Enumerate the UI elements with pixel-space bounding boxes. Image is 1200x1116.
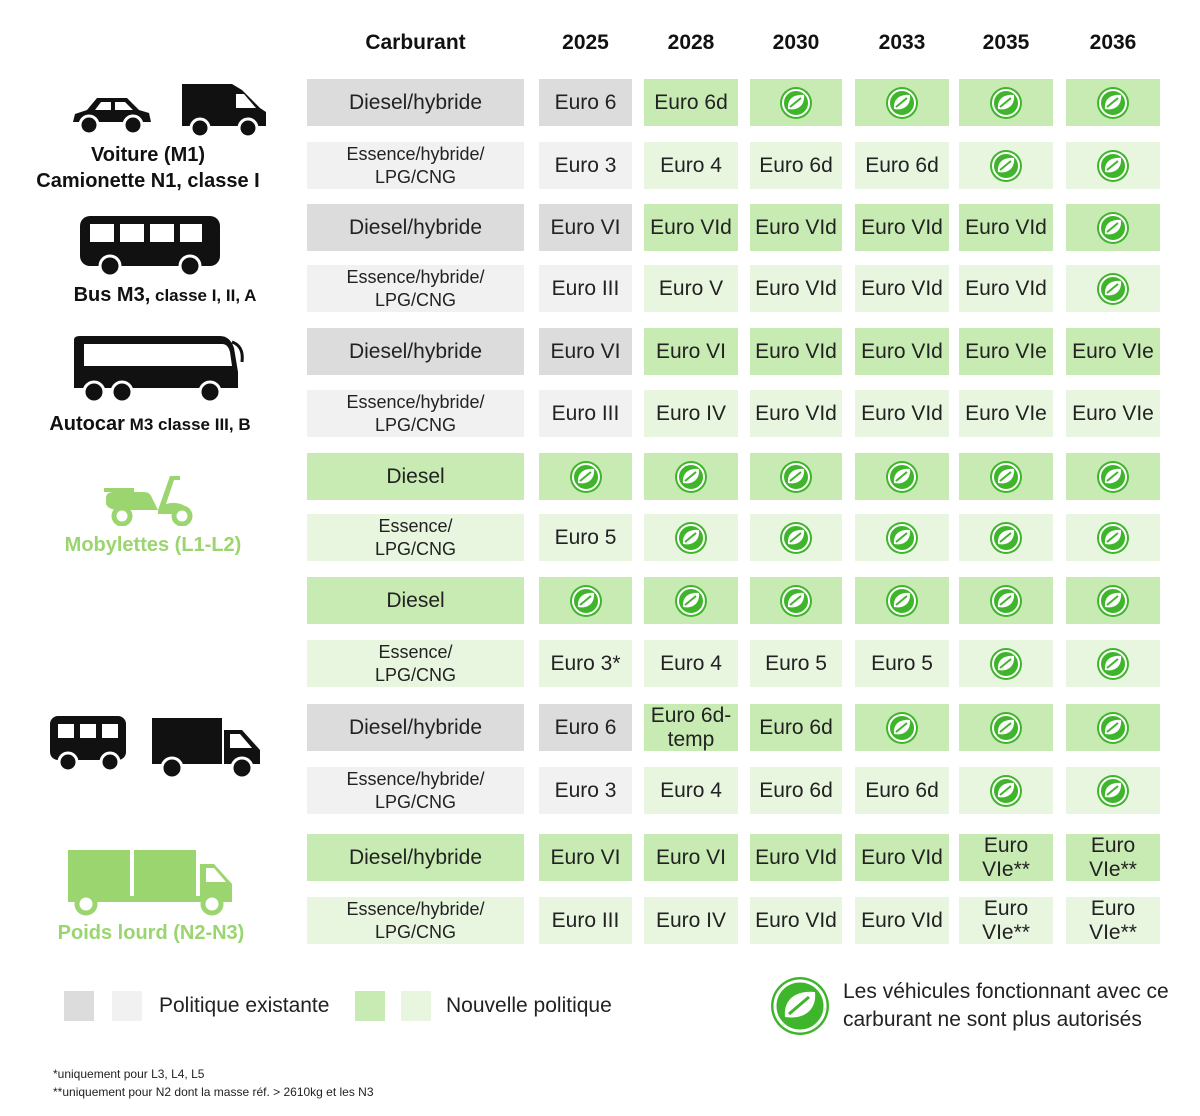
fuel-cell: Diesel/hybride — [307, 704, 524, 751]
ban-leaf-icon — [750, 79, 842, 126]
euro-standard-cell: Euro VIe** — [1066, 834, 1160, 881]
bus-icon — [78, 214, 224, 283]
legend-new-light-swatch — [401, 991, 431, 1021]
ban-leaf-icon — [1066, 453, 1160, 500]
fuel-cell: Diesel/hybride — [307, 204, 524, 251]
ban-leaf-icon — [1066, 767, 1160, 814]
header-year: 2030 — [772, 31, 820, 54]
ban-leaf-icon — [1066, 142, 1160, 189]
ban-leaf-icon — [644, 453, 738, 500]
euro-standard-cell: Euro 4 — [644, 142, 738, 189]
bus-label — [0, 282, 330, 309]
fuel-cell: Diesel — [307, 577, 524, 624]
ban-leaf-icon — [750, 514, 842, 561]
ban-leaf-icon — [1066, 577, 1160, 624]
coach-icon — [70, 332, 246, 411]
ban-leaf-icon — [855, 704, 949, 751]
fuel-cell: Essence/hybride/ LPG/CNG — [307, 142, 524, 189]
ban-leaf-icon — [959, 640, 1053, 687]
ban-leaf-icon — [1066, 79, 1160, 126]
euro-standard-cell: Euro VId — [959, 265, 1053, 312]
euro-standard-cell: Euro VI — [644, 328, 738, 375]
euro-standard-cell: Euro VId — [750, 897, 842, 944]
euro-standard-cell: Euro 5 — [750, 640, 842, 687]
leaf-ban-legend-icon — [770, 976, 830, 1041]
bus-label-main: Bus M3, — [73, 284, 151, 306]
euro-standard-cell: Euro VId — [855, 265, 949, 312]
moped-label: Mobylettes (L1-L2) — [64, 534, 242, 556]
fuel-cell: Essence/hybride/ LPG/CNG — [307, 897, 524, 944]
euro-standard-cell: Euro VIe** — [959, 834, 1053, 881]
ban-leaf-icon — [855, 514, 949, 561]
euro-standard-cell: Euro VId — [855, 328, 949, 375]
footnote-2: **uniquement pour N2 dont la masse réf. > 2610kg et les N3 — [53, 1085, 374, 1099]
euro-standard-cell: Euro 6d — [750, 704, 842, 751]
euro-standard-cell: Euro 6d — [644, 79, 738, 126]
fuel-cell: Essence/ LPG/CNG — [307, 514, 524, 561]
car-icon — [65, 92, 155, 143]
euro-standard-cell: Euro III — [539, 265, 632, 312]
car-label — [0, 142, 296, 194]
car-label-line1: Voiture (M1) — [90, 144, 206, 166]
euro-standard-cell: Euro VId — [750, 265, 842, 312]
coach-label — [0, 411, 300, 438]
heavy-truck-icon — [66, 848, 234, 923]
euro-standard-cell: Euro III — [539, 390, 632, 437]
bus-label-sub: classe I, II, A — [150, 286, 257, 305]
euro-standard-cell: Euro 6d — [855, 142, 949, 189]
euro-standard-cell: Euro VIe** — [959, 897, 1053, 944]
euro-standard-cell: Euro 5 — [539, 514, 632, 561]
ban-leaf-icon — [959, 79, 1053, 126]
fuel-cell: Diesel — [307, 453, 524, 500]
ban-leaf-icon — [1066, 265, 1160, 312]
euro-standard-cell: Euro VIe — [1066, 328, 1160, 375]
euro-standard-cell: Euro VI — [539, 328, 632, 375]
ban-leaf-icon — [1066, 704, 1160, 751]
delivery-truck-icon — [150, 716, 262, 787]
euro-standard-cell: Euro 6d — [750, 142, 842, 189]
ban-leaf-icon — [750, 453, 842, 500]
ban-leaf-icon — [1066, 514, 1160, 561]
ban-leaf-icon — [855, 577, 949, 624]
ban-leaf-icon — [959, 514, 1053, 561]
header-year: 2028 — [667, 31, 715, 54]
header-year: 2033 — [878, 31, 926, 54]
euro-standard-cell: Euro 3* — [539, 640, 632, 687]
euro-standard-cell: Euro VI — [539, 834, 632, 881]
car-label-line2: Camionette N1, classe I — [36, 170, 260, 192]
fuel-cell: Diesel/hybride — [307, 328, 524, 375]
euro-standard-cell: Euro 6d- temp — [644, 704, 738, 751]
euro-standard-cell: Euro 4 — [644, 640, 738, 687]
ban-leaf-icon — [1066, 640, 1160, 687]
ban-leaf-icon — [644, 577, 738, 624]
euro-standard-cell: Euro VId — [750, 204, 842, 251]
fuel-cell: Essence/hybride/ LPG/CNG — [307, 390, 524, 437]
fuel-cell: Diesel/hybride — [307, 834, 524, 881]
fuel-cell: Essence/ LPG/CNG — [307, 640, 524, 687]
euro-standard-cell: Euro 3 — [539, 767, 632, 814]
euro-standard-cell: Euro IV — [644, 897, 738, 944]
fuel-cell: Essence/hybride/ LPG/CNG — [307, 265, 524, 312]
ban-leaf-icon — [959, 142, 1053, 189]
euro-standard-cell: Euro VI — [644, 834, 738, 881]
euro-standard-cell: Euro VId — [855, 204, 949, 251]
euro-standard-cell: Euro IV — [644, 390, 738, 437]
heavy-label: Poids lourd (N2-N3) — [57, 922, 245, 944]
legend-new-dark-swatch — [355, 991, 385, 1021]
euro-standard-cell: Euro VId — [855, 897, 949, 944]
ban-leaf-icon — [959, 767, 1053, 814]
header-fuel: Carburant — [365, 31, 466, 54]
fuel-cell: Diesel/hybride — [307, 79, 524, 126]
euro-standard-cell: Euro V — [644, 265, 738, 312]
euro-standard-cell: Euro VId — [959, 204, 1053, 251]
euro-standard-cell: Euro VI — [539, 204, 632, 251]
euro-standard-cell: Euro VIe** — [1066, 897, 1160, 944]
ban-leaf-icon — [539, 577, 632, 624]
ban-leaf-icon — [750, 577, 842, 624]
euro-standard-cell: Euro VIe — [959, 328, 1053, 375]
legend-new-label: Nouvelle politique — [446, 994, 612, 1017]
euro-standard-cell: Euro VIe — [959, 390, 1053, 437]
van-icon — [180, 80, 268, 143]
euro-standard-cell: Euro VId — [750, 390, 842, 437]
header-year: 2036 — [1089, 31, 1137, 54]
fuel-cell: Essence/hybride/ LPG/CNG — [307, 767, 524, 814]
euro-standard-cell: Euro VId — [750, 834, 842, 881]
ban-leaf-icon — [539, 453, 632, 500]
legend-ban-line2: carburant ne sont plus autorisés — [843, 1008, 1142, 1031]
euro-standard-cell: Euro VId — [855, 390, 949, 437]
euro-standard-cell: Euro VId — [855, 834, 949, 881]
header-year: 2025 — [562, 31, 609, 54]
euro-standard-cell: Euro VIe — [1066, 390, 1160, 437]
euro-standard-cell: Euro VId — [644, 204, 738, 251]
minibus-icon — [40, 700, 134, 787]
euro-standard-cell: Euro 6 — [539, 704, 632, 751]
euro-standard-cell: Euro 5 — [855, 640, 949, 687]
euro-standard-cell: Euro 6d — [855, 767, 949, 814]
legend-existing-label: Politique existante — [159, 994, 330, 1017]
coach-label-sub: M3 classe III, B — [124, 415, 251, 434]
ban-leaf-icon — [644, 514, 738, 561]
ban-leaf-icon — [959, 704, 1053, 751]
moped-icon — [100, 470, 200, 531]
euro-standard-cell: Euro 6d — [750, 767, 842, 814]
euro-standard-cell: Euro III — [539, 897, 632, 944]
euro-standard-cell: Euro VId — [750, 328, 842, 375]
legend-existing-dark-swatch — [64, 991, 94, 1021]
euro-standard-cell: Euro 6 — [539, 79, 632, 126]
ban-leaf-icon — [855, 79, 949, 126]
footnote-1: *uniquement pour L3, L4, L5 — [53, 1067, 205, 1081]
euro-standard-cell: Euro 3 — [539, 142, 632, 189]
euro-standard-cell: Euro 4 — [644, 767, 738, 814]
legend-ban-line1: Les véhicules fonctionnant avec ce — [843, 980, 1169, 1003]
ban-leaf-icon — [1066, 204, 1160, 251]
legend-existing-light-swatch — [112, 991, 142, 1021]
ban-leaf-icon — [959, 577, 1053, 624]
ban-leaf-icon — [959, 453, 1053, 500]
coach-label-main: Autocar — [49, 413, 125, 435]
ban-leaf-icon — [855, 453, 949, 500]
header-year: 2035 — [982, 31, 1030, 54]
